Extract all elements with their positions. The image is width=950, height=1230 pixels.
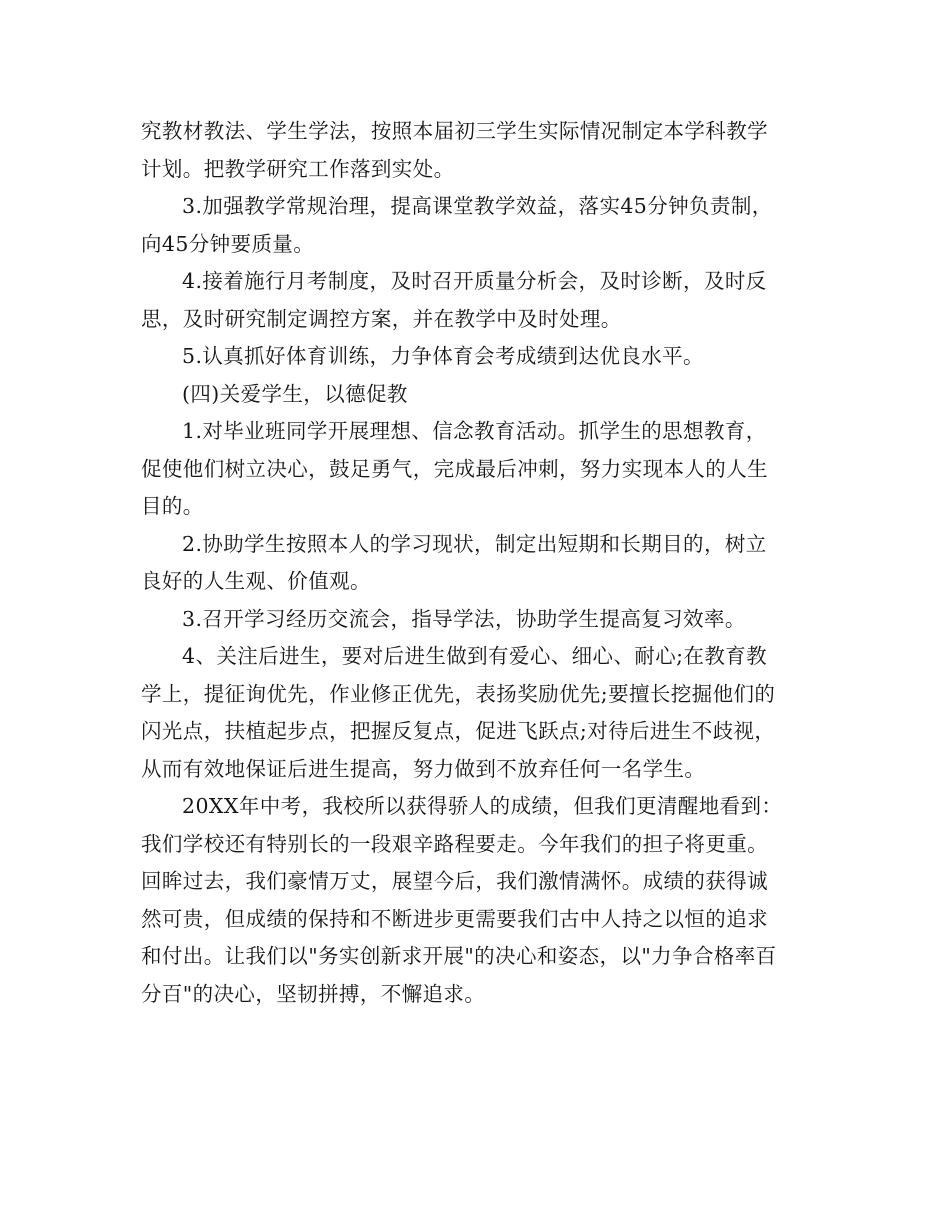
text-line: 目的。 bbox=[141, 494, 204, 518]
text-line: 4.接着施行月考制度，及时召开质量分析会，及时诊断，及时反 bbox=[182, 269, 767, 293]
text-line: 我们学校还有特别长的一段艰辛路程要走。今年我们的担子将更重。 bbox=[141, 831, 768, 856]
text-line: 然可贵，但成绩的保持和不断进步更需要我们古中人持之以恒的追求 bbox=[141, 906, 768, 931]
text-line: 向45分钟要质量。 bbox=[141, 231, 315, 256]
text-line: 3.召开学习经历交流会，指导学法，协助学生提高复习效率。 bbox=[182, 606, 746, 631]
text-line: 回眸过去，我们豪情万丈，展望今后，我们激情满怀。成绩的获得诚 bbox=[141, 869, 768, 893]
text-line: 分百"的决心，坚韧拼搏，不懈追求。 bbox=[141, 981, 486, 1006]
text-line: 促使他们树立决心，鼓足勇气，完成最后冲刺，努力实现本人的人生 bbox=[141, 456, 768, 481]
text-line: 学上，提征询优先，作业修正优先，表扬奖励优先;要擅长挖掘他们的 bbox=[141, 681, 776, 706]
text-line: 4、关注后进生，要对后进生做到有爱心、细心、耐心;在教育教 bbox=[182, 644, 768, 668]
text-line: 闪光点，扶植起步点，把握反复点，促进飞跃点;对待后进生不歧视， bbox=[141, 719, 776, 743]
text-line: 究教材教法、学生学法，按照本届初三学生实际情况制定本学科教学 bbox=[141, 119, 768, 143]
text-line: 1.对毕业班同学开展理想、信念教育活动。抓学生的思想教育， bbox=[182, 419, 767, 443]
text-line: 思，及时研究制定调控方案，并在教学中及时处理。 bbox=[141, 306, 622, 331]
text-line: (四)关爱学生，以德促教 bbox=[182, 381, 408, 406]
text-line: 和付出。让我们以"务实创新求开展"的决心和姿态，以"力争合格率百 bbox=[141, 944, 777, 968]
text-line: 3.加强教学常规治理，提高课堂教学效益，落实45分钟负责制， bbox=[182, 194, 773, 218]
text-line: 良好的人生观、价值观。 bbox=[141, 569, 371, 593]
text-line: 2.协助学生按照本人的学习现状，制定出短期和长期目的，树立 bbox=[182, 531, 767, 556]
text-line: 5.认真抓好体育训练，力争体育会考成绩到达优良水平。 bbox=[182, 344, 704, 368]
text-line: 20XX年中考，我校所以获得骄人的成绩，但我们更清醒地看到： bbox=[182, 794, 783, 818]
document-body bbox=[141, 113, 813, 1013]
text-line: 计划。把教学研究工作落到实处。 bbox=[141, 156, 455, 181]
text-line: 从而有效地保证后进生提高，努力做到不放弃任何一名学生。 bbox=[141, 756, 706, 781]
